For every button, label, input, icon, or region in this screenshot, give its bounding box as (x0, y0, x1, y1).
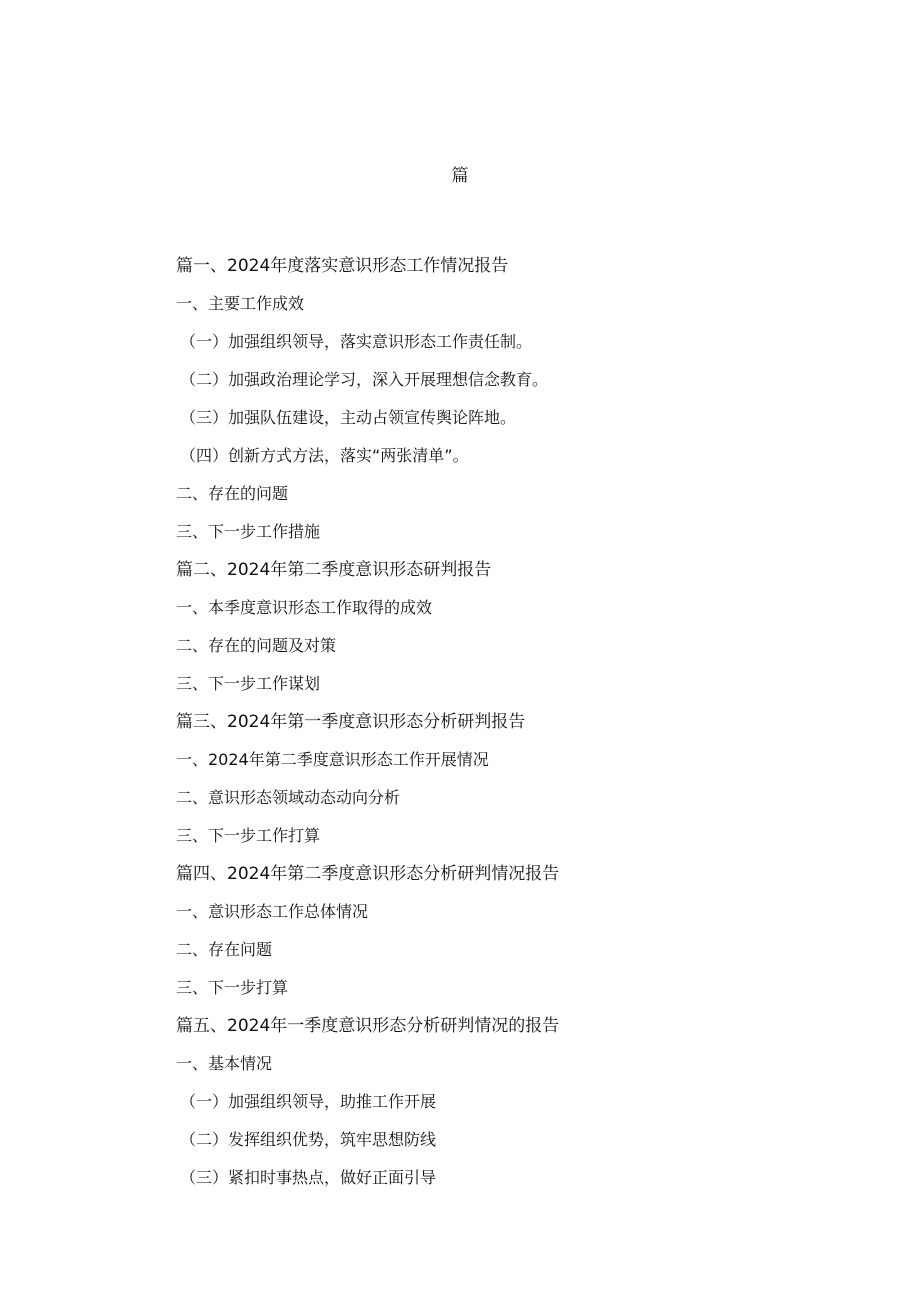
toc-line: （一）加强组织领导，落实意识形态工作责任制。 (180, 332, 533, 351)
toc-line: 二、存在的问题 (176, 484, 289, 503)
toc-line: 二、存在的问题及对策 (176, 636, 337, 655)
toc-line: 三、下一步打算 (176, 978, 289, 997)
toc-line: 三、下一步工作打算 (176, 826, 321, 845)
toc-line: 一、意识形态工作总体情况 (176, 902, 369, 921)
toc-line: （二）加强政治理论学习，深入开展理想信念教育。 (180, 370, 549, 389)
toc-line: 一、2024年第二季度意识形态工作开展情况 (176, 750, 489, 769)
toc-line: 一、基本情况 (176, 1054, 273, 1073)
toc-line: 篇一、2024年度落实意识形态工作情况报告 (176, 256, 509, 276)
page-header: 篇 (451, 166, 469, 186)
toc-line: （二）发挥组织优势，筑牢思想防线 (180, 1130, 437, 1149)
toc-line: 篇二、2024年第二季度意识形态研判报告 (176, 560, 492, 580)
toc-line: 一、主要工作成效 (176, 294, 305, 313)
toc-line: 篇五、2024年一季度意识形态分析研判情况的报告 (176, 1016, 560, 1036)
toc-line: 一、本季度意识形态工作取得的成效 (176, 598, 433, 617)
toc-line: 二、存在问题 (176, 940, 273, 959)
toc-line: 二、意识形态领域动态动向分析 (176, 788, 401, 807)
toc-line: （四）创新方式方法，落实“两张清单”。 (180, 446, 469, 465)
table-of-contents (176, 254, 796, 1204)
toc-line: （三）加强队伍建设，主动占领宣传舆论阵地。 (180, 408, 517, 427)
toc-line: （三）紧扣时事热点，做好正面引导 (180, 1168, 437, 1187)
toc-line: 篇三、2024年第一季度意识形态分析研判报告 (176, 712, 526, 732)
toc-line: 篇四、2024年第二季度意识形态分析研判情况报告 (176, 864, 560, 884)
toc-line: 三、下一步工作措施 (176, 522, 321, 541)
toc-line: （一）加强组织领导，助推工作开展 (180, 1092, 437, 1111)
toc-line: 三、下一步工作谋划 (176, 674, 321, 693)
